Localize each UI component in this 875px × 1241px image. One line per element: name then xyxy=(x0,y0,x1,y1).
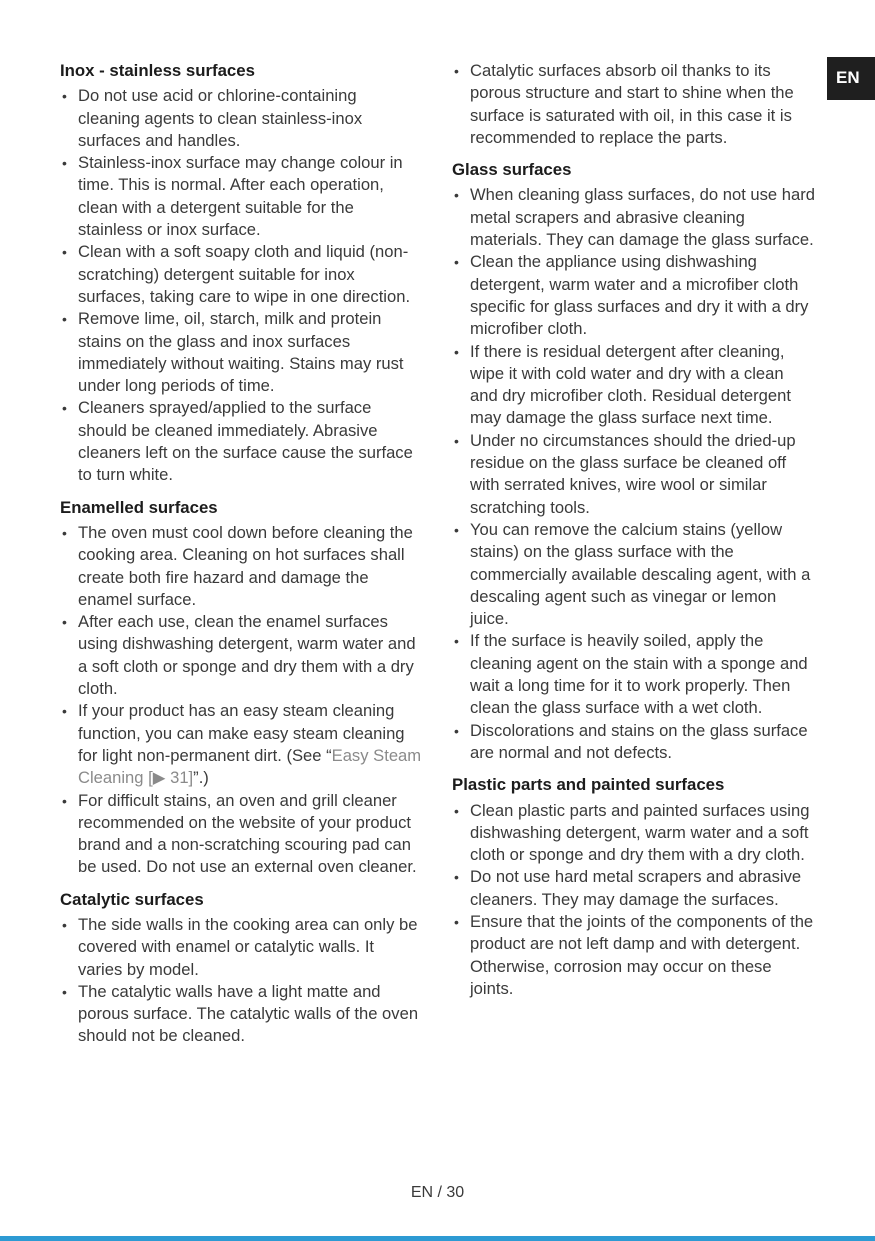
bullet-item: • Discolorations and stains on the glass surface are normal and not defects. xyxy=(452,720,815,765)
section-heading: Catalytic surfaces xyxy=(60,889,204,909)
language-badge-label: EN xyxy=(836,68,860,88)
section-heading: Glass surfaces xyxy=(452,160,572,180)
section-inox-stainless xyxy=(60,60,422,487)
bullet-item: • The catalytic walls have a light matte and porous surface. The catalytic walls of the oven should not be cleaned. xyxy=(60,981,422,1048)
bullet-item: • For difficult stains, an oven and grill cleaner recommended on the website of your product brand and a non-scratching scouring pad can be used. Do not use an external oven cleaner. xyxy=(60,790,422,879)
bullet-item: • Catalytic surfaces absorb oil thanks to its porous structure and start to shine when the surface is saturated with oil, in this case it is recommended to replace the parts. xyxy=(452,60,815,149)
bottom-accent-bar xyxy=(0,1236,875,1241)
bullet-item: • The oven must cool down before cleaning the cooking area. Cleaning on hot surfaces shall create both fire hazard and damage the enamel surface. xyxy=(60,522,422,611)
bullet-item: • You can remove the calcium stains (yellow stains) on the glass surface with the commercially available descaling agent, with a descaling agent such as vinegar or lemon juice. xyxy=(452,519,815,630)
column-right xyxy=(452,60,815,1000)
bullet-item: • Clean plastic parts and painted surfaces using dishwashing detergent, warm water and a soft cloth or sponge and dry them with a dry cloth. xyxy=(452,800,815,867)
section-plastic-painted xyxy=(452,774,815,1000)
bullet-item: • Cleaners sprayed/applied to the surface should be cleaned immediately. Abrasive cleaners left on the surface cause the surface to turn white. xyxy=(60,397,422,486)
bullet-item: • After each use, clean the enamel surfaces using dishwashing detergent, warm water and a soft cloth or sponge and dry them with a dry cloth. xyxy=(60,611,422,700)
section-catalytic xyxy=(60,889,422,1048)
cross-reference-link[interactable]: Easy Steam Cleaning [▶ 31] xyxy=(78,745,422,788)
section-glass xyxy=(452,159,815,764)
section-catalytic-continued xyxy=(452,60,815,149)
bullet-text: ”.) xyxy=(193,768,209,788)
section-heading: Plastic parts and painted surfaces xyxy=(452,775,725,795)
section-heading: Enamelled surfaces xyxy=(60,497,218,517)
section-enamelled xyxy=(60,497,422,879)
bullet-list xyxy=(60,522,422,879)
page-number: EN / 30 xyxy=(410,1184,465,1201)
bullet-item: • Clean the appliance using dishwashing detergent, warm water and a microfiber cloth specific for glass surfaces and dry it with a dry microfiber cloth. xyxy=(452,251,815,340)
bullet-item xyxy=(60,700,422,789)
bullet-item: • If there is residual detergent after cleaning, wipe it with cold water and dry with a clean and dry microfiber cloth. Residual detergent may damage the glass surface next time. xyxy=(452,341,815,430)
bullet-item: • Remove lime, oil, starch, milk and protein stains on the glass and inox surfaces immediately without waiting. Stains may rust under long periods of time. xyxy=(60,308,422,397)
bullet-list xyxy=(452,184,815,764)
bullet-item: • When cleaning glass surfaces, do not use hard metal scrapers and abrasive cleaning materials. They can damage the glass surface. xyxy=(452,184,815,251)
bullet-item: • The side walls in the cooking area can only be covered with enamel or catalytic walls. It varies by model. xyxy=(60,914,422,981)
bullet-item: • Do not use acid or chlorine-containing cleaning agents to clean stainless-inox surfaces and handles. xyxy=(60,85,422,152)
section-heading: Inox - stainless surfaces xyxy=(60,61,255,80)
bullet-text: If your product has an easy steam cleaning function, you can make easy steam cleaning for light non-permanent dirt. (See “ xyxy=(78,701,405,765)
bullet-list xyxy=(452,800,815,1001)
bullet-item: • Ensure that the joints of the components of the product are not left damp and with detergent. Otherwise, corrosion may occur on these joints. xyxy=(452,911,815,1000)
language-badge xyxy=(827,57,875,100)
bullet-list xyxy=(60,85,422,486)
bullet-item: • If the surface is heavily soiled, apply the cleaning agent on the stain with a sponge and wait a long time for it to work properly. Then clean the glass surface with a wet cloth. xyxy=(452,630,815,719)
bullet-item: • Do not use hard metal scrapers and abrasive cleaners. They may damage the surfaces. xyxy=(452,866,815,911)
bullet-item: • Clean with a soft soapy cloth and liquid (non-scratching) detergent suitable for inox surfaces, taking care to wipe in one direction. xyxy=(60,241,422,308)
bullet-item: • Stainless-inox surface may change colour in time. This is normal. After each operation, clean with a detergent suitable for the stainless or inox surface. xyxy=(60,152,422,241)
bullet-list xyxy=(452,60,815,149)
column-left xyxy=(60,60,422,1048)
bullet-item: • Under no circumstances should the dried-up residue on the glass surface be cleaned off with serrated knives, wire wool or similar scratching tools. xyxy=(452,430,815,519)
bullet-list xyxy=(60,914,422,1048)
